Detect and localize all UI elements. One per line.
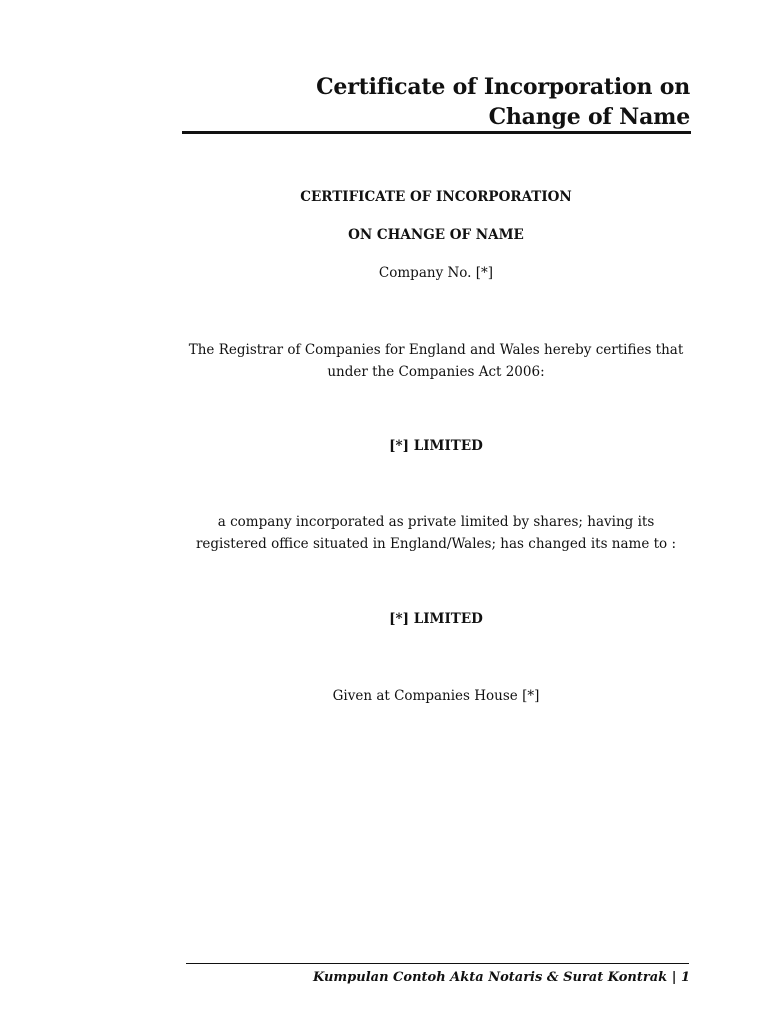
- company-description-line-1: a company incorporated as private limited by shares; having its: [217, 514, 655, 530]
- title-line-2: Change of Name: [488, 104, 690, 130]
- registrar-statement: [180, 339, 692, 383]
- given-at-line: Given at Companies House [*]: [332, 688, 540, 704]
- title-line-1: Certificate of Incorporation on: [316, 74, 690, 100]
- company-number: Company No. [*]: [378, 265, 494, 281]
- registrar-statement-line-2: under the Companies Act 2006:: [327, 364, 545, 380]
- page-title: [316, 72, 690, 132]
- certificate-subheading: ON CHANGE OF NAME: [348, 227, 524, 243]
- registrar-statement-line-1: The Registrar of Companies for England and Wales hereby certifies that: [188, 342, 684, 358]
- old-company-name: [*] LIMITED: [389, 438, 483, 454]
- new-company-name: [*] LIMITED: [389, 611, 483, 627]
- company-description: [180, 511, 692, 555]
- footer-divider: [186, 963, 689, 964]
- certificate-heading: CERTIFICATE OF INCORPORATION: [300, 189, 572, 205]
- page-footer: Kumpulan Contoh Akta Notaris & Surat Kontrak | 1: [312, 970, 690, 985]
- header-divider: [182, 131, 691, 134]
- company-description-line-2: registered office situated in England/Wales; has changed its name to :: [195, 536, 677, 552]
